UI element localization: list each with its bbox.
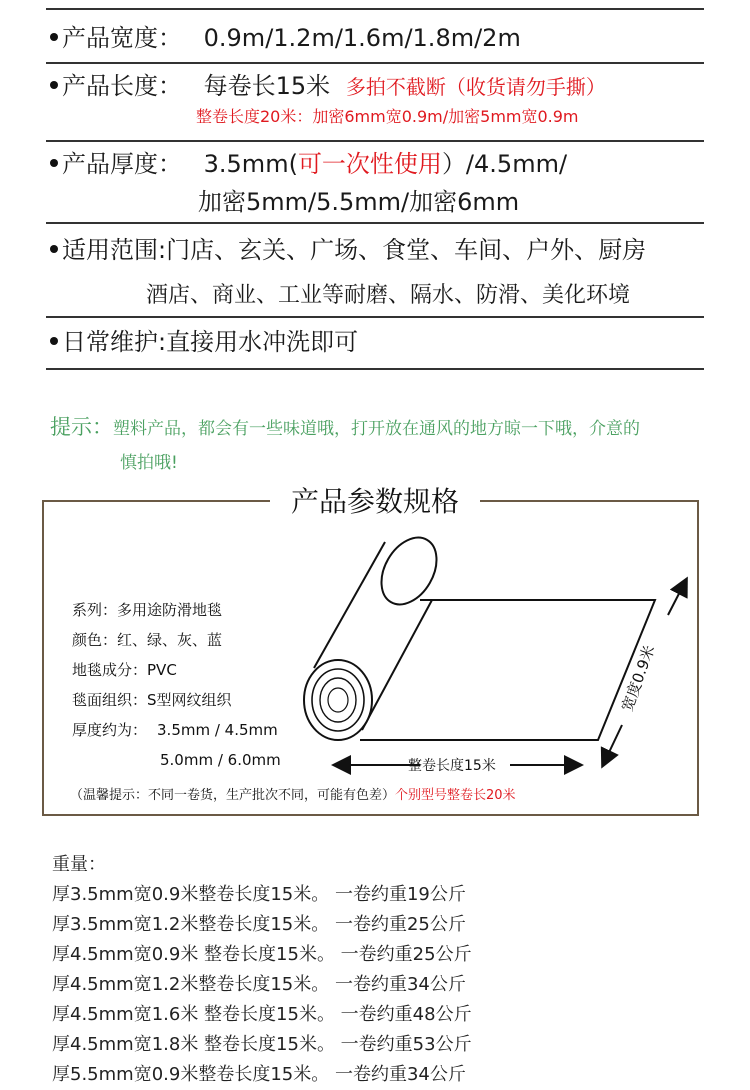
row-line2: 加密5mm/5.5mm/加密6mm [198, 188, 520, 216]
row-label: 产品厚度： [62, 150, 182, 178]
weight-item: 厚3.5mm宽0.9米整卷长度15米。 一卷约重19公斤 [52, 884, 466, 905]
row-value: 门店、玄关、广场、食堂、车间、户外、厨房 [166, 236, 647, 264]
carpet-sheet [360, 600, 655, 740]
row-value: 3.5mm( [203, 150, 298, 178]
width-arrow-down [603, 725, 622, 765]
row-line2: 酒店、商业、工业等耐磨、隔水、防滑、美化环境 [146, 283, 631, 308]
roll-end [304, 660, 372, 740]
weight-item: 厚4.5mm宽1.6米 整卷长度15米。 一卷约重48公斤 [52, 1004, 472, 1025]
row-label: 产品宽度： [62, 24, 182, 52]
row-label: 适用范围: [62, 236, 167, 264]
spec-thickness: 厚度约为： 3.5mm / 4.5mm [72, 721, 278, 739]
row-value: 0.9m/1.2m/1.6m/1.8m/2m [203, 24, 521, 52]
weight-item: 厚4.5mm宽0.9米 整卷长度15米。 一卷约重25公斤 [52, 944, 472, 965]
weight-item: 厚3.5mm宽1.2米整卷长度15米。 一卷约重25公斤 [52, 914, 466, 935]
row-value: 直接用水冲洗即可 [166, 328, 359, 356]
weight-item: 厚4.5mm宽1.8米 整卷长度15米。 一卷约重53公斤 [52, 1034, 472, 1055]
row-value: 每卷长15米 [203, 72, 331, 100]
weights-section [52, 850, 472, 1090]
params-length-label: 整卷长度15米 [408, 758, 496, 774]
weight-item: 厚5.5mm宽0.9米整卷长度15米。 一卷约重34公斤 [52, 1064, 466, 1085]
row-label: 日常维护: [62, 328, 167, 356]
width-label: 宽度0.9米 [618, 642, 659, 714]
warm-note [70, 784, 516, 803]
tip-line1: 塑料产品，都会有一些味道哦，打开放在通风的地方晾一下哦，介意的 [113, 419, 640, 439]
warm-note-red: 个别型号整卷长20米 [395, 788, 516, 803]
tip-line2: 慎拍哦! [120, 453, 178, 473]
weight-item: 厚4.5mm宽1.2米整卷长度15米。 一卷约重34公斤 [52, 974, 466, 995]
width-arrow-up [668, 580, 686, 615]
row-note: 可一次性使用 [297, 150, 442, 178]
weights-title: 重量： [52, 854, 106, 875]
spec-material: 地毯成分：PVC [72, 661, 177, 679]
spec-thickness-2: 5.0mm / 6.0mm [160, 751, 281, 769]
row-value-end: ）/4.5mm/ [441, 150, 568, 178]
warm-note-text: （温馨提示：不同一卷货，生产批次不同，可能有色差） [70, 788, 396, 803]
spec-texture: 毯面组织：S型网纹组织 [72, 691, 232, 709]
params-title: 产品参数规格 [270, 480, 480, 524]
row-label: 产品长度： [62, 72, 182, 100]
row-sub-note: 整卷长度20米：加密6mm宽0.9m/加密5mm宽0.9m [196, 107, 579, 126]
row-note: 多拍不截断（收货请勿手撕） [345, 75, 606, 99]
tip-lead: 提示： [50, 415, 113, 439]
roll-top [370, 528, 448, 614]
spec-series: 系列：多用途防滑地毯 [72, 601, 223, 619]
spec-color: 颜色：红、绿、灰、蓝 [72, 631, 223, 649]
